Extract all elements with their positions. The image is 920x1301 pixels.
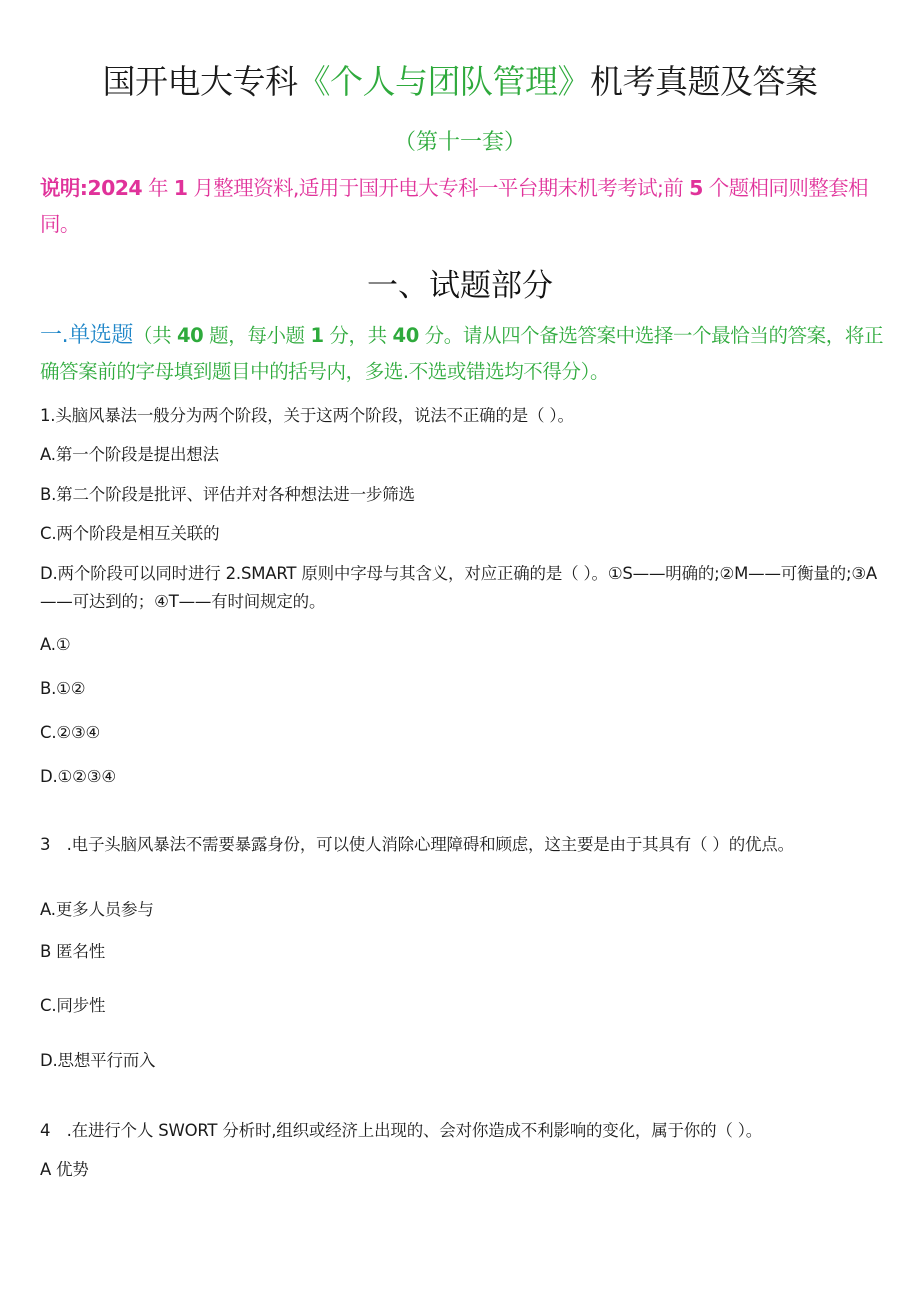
instruction-text: 分。请从四个备选答案中选择一个最恰当的答案，将正确答案前的字母填到题目中的括号内，多选.不选或错选均不得分）。 [40,324,884,383]
note-month: 1 [173,176,188,200]
question-2-option-d: D.①②③④ [40,767,116,786]
question-1-stem: 1.头脑风暴法一般分为两个阶段，关于这两个阶段，说法不正确的是（ ）。 [40,406,574,425]
section-instruction [40,318,890,390]
note-count: 5 [689,176,703,200]
question-4-option-a: A 优势 [40,1160,89,1179]
instruction-number: 40 [177,324,204,347]
title-part-3: 机考真题及答案 [590,62,818,101]
instruction-number: 1 [310,324,324,347]
question-2-option-b: B.①② [40,679,86,698]
title-part-1: 国开电大专科 [102,62,298,101]
instruction-text: 分，共 [323,324,393,347]
question-1-option-b: B.第二个阶段是批评、评估并对各种想法进一步筛选 [40,485,415,504]
note-text: 月整理资料,适用于国开电大专科一平台期末机考考试;前 [187,176,690,200]
question-2-option-a: A.① [40,635,71,654]
instruction-text: 题，每小题 [203,324,311,347]
question-1-option-c: C.两个阶段是相互关联的 [40,524,220,543]
question-3-stem: 3 .电子头脑风暴法不需要暴露身份，可以使人消除心理障碍和顾虑，这主要是由于其具有（ ）的优点。 [40,835,794,854]
question-3-option-c: C.同步性 [40,996,106,1015]
question-3-option-d: D.思想平行而入 [40,1051,156,1070]
question-2-option-c: C.②③④ [40,723,101,742]
question-type-heading: 一.单选题 [40,323,133,348]
question-3-option-a: A.更多人员参与 [40,900,154,919]
instruction-text: （共 [133,324,177,347]
document-title [0,58,920,106]
question-3-option-b: B 匿名性 [40,942,106,961]
question-4-stem: 4 .在进行个人 SWORT 分析时,组织或经济上出现的、会对你造成不利影响的变化，属于你的（ ）。 [40,1121,763,1140]
note-label: 说明: [40,176,88,200]
question-1-option-d: D.两个阶段可以同时进行 2.SMART 原则中字母与其含义，对应正确的是（ ）。①S——明确的;②M——可衡量的;③A——可达到的；④T——有时间规定的。 [40,564,878,611]
document-note [40,170,890,242]
title-course-name: 《个人与团队管理》 [297,62,590,101]
note-year: 2024 [87,176,143,200]
question-1-option-a: A.第一个阶段是提出想法 [40,445,219,464]
section-title: 一、试题部分 [367,268,553,304]
note-text: 年 [142,176,174,200]
document-subtitle: （第十一套） [393,130,526,155]
instruction-number: 40 [392,324,419,347]
note-text: 个题相同则整套相同。 [40,176,868,236]
